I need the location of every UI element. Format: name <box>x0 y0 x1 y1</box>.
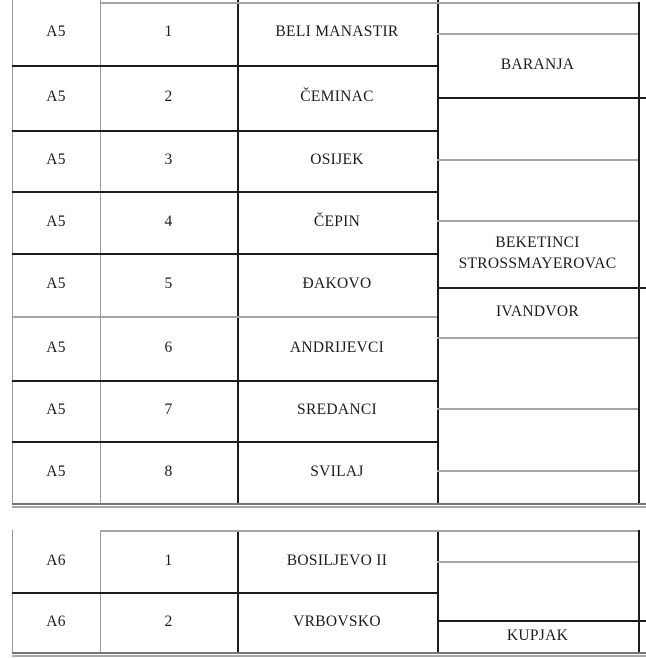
table-bottom-border <box>12 655 646 657</box>
grid-line-h <box>437 337 638 339</box>
cell-number: 2 <box>164 88 173 106</box>
cell-code: A5 <box>46 23 66 41</box>
grid-line-h <box>437 561 638 563</box>
cell-number: 8 <box>164 462 173 480</box>
grid-line-h <box>437 408 638 410</box>
cell-number: 5 <box>164 275 173 293</box>
cell-name: VRBOVSKO <box>293 612 381 630</box>
cell-code: A5 <box>46 151 66 169</box>
grid-line-v <box>638 530 640 652</box>
cell-code: A5 <box>46 275 66 293</box>
grid-line-h <box>437 470 638 472</box>
cell-name: ANDRIJEVCI <box>289 338 385 356</box>
table-bottom-border <box>12 503 646 505</box>
grid-line-h <box>437 159 638 161</box>
cell-settlement: BARANJA <box>500 55 575 73</box>
cell-settlement: KUPJAK <box>506 626 569 644</box>
cell-code: A6 <box>46 612 66 630</box>
cell-name: ĐAKOVO <box>302 275 372 293</box>
cell-settlement: BEKETINCI STROSSMAYEROVAC <box>458 233 617 272</box>
cell-number: 1 <box>164 551 173 569</box>
table-bottom-border <box>12 652 646 654</box>
cell-code: A5 <box>46 338 66 356</box>
grid-line-h <box>437 97 646 99</box>
cell-name: OSIJEK <box>310 151 364 169</box>
cell-number: 2 <box>164 612 173 630</box>
cell-number: 1 <box>164 23 173 41</box>
table-bottom-border <box>12 506 646 508</box>
cell-name: ČEPIN <box>313 212 361 230</box>
cell-number: 6 <box>164 338 173 356</box>
grid-line-v <box>638 2 640 505</box>
cell-number: 3 <box>164 151 173 169</box>
cell-code: A5 <box>46 88 66 106</box>
cell-number: 4 <box>164 212 173 230</box>
cell-name: SVILAJ <box>310 462 364 480</box>
cell-number: 7 <box>164 401 173 419</box>
cell-code: A6 <box>46 551 66 569</box>
cell-code: A5 <box>46 401 66 419</box>
cell-name: BELI MANASTIR <box>275 23 399 41</box>
cell-name: ČEMINAC <box>300 88 374 106</box>
cell-name: BOSILJEVO II <box>286 551 388 569</box>
cell-settlement: IVANDVOR <box>495 302 580 320</box>
cell-name: SREDANCI <box>297 401 377 419</box>
cell-code: A5 <box>46 462 66 480</box>
cell-code: A5 <box>46 212 66 230</box>
